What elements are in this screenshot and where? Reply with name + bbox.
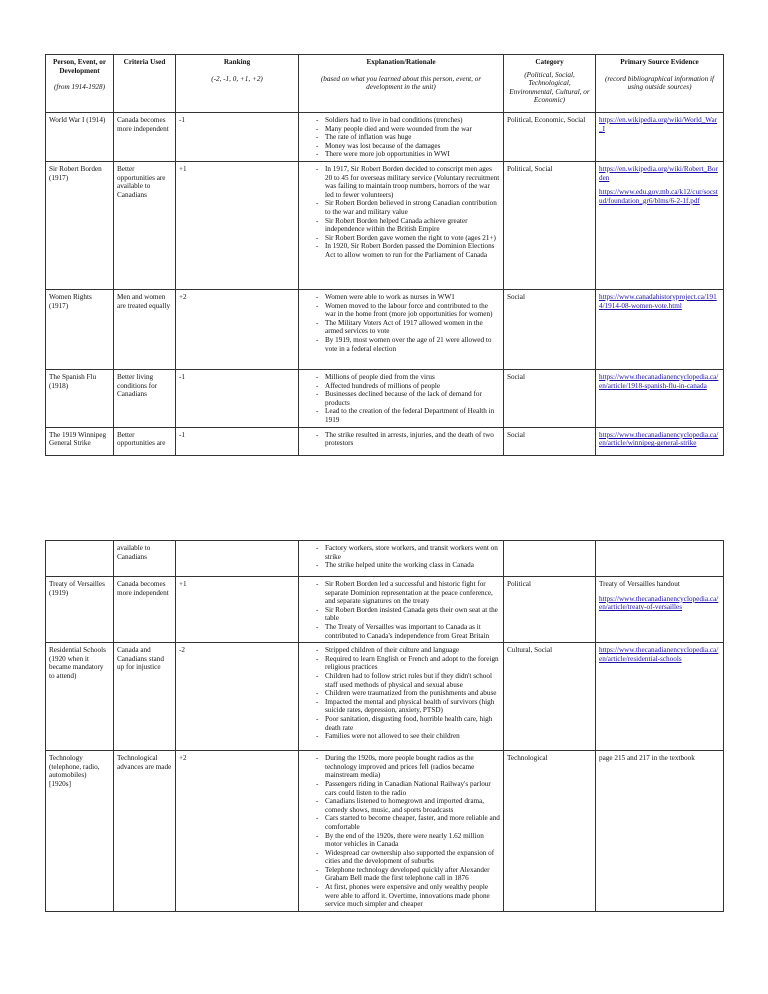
source-link[interactable]: https://en.wikipedia.org/wiki/Robert_Borden [599,164,718,182]
source-cell [596,427,724,455]
list-item: - Cars started to become cheaper, faster, and more reliable and comfortable [316,814,500,831]
source-cell [596,369,724,427]
list-item: - Sir Robert Borden helped Canada achieve greater independence within the British Empire [316,217,500,234]
table-row [46,643,724,751]
category-cell: Social [504,289,596,369]
source-link[interactable]: https://www.thecanadianencyclopedia.ca/en/article/residential-schools [599,646,719,663]
table-row [46,161,724,289]
events-table-page-2 [45,540,724,912]
explanation-cell [299,541,504,577]
header-ranking: Ranking (-2, -1, 0, +1, +2) [176,55,299,113]
list-item: - By the end of the 1920s, there were nearly 1.62 million motor vehicles in Canada [316,832,500,849]
ranking-cell: -2 [176,643,299,751]
event-cell: The Spanish Flu (1918) [46,369,114,427]
source-note: page 215 and 217 in the textbook [599,754,695,763]
list-item: - Sir Robert Borden led a successful and historic fight for separate Dominion representation at the peace conference, and separate signatures on the treaty [316,580,500,606]
list-item: - At first, phones were expensive and only wealthy people were able to afford it. Overtime, innovations made phone service much simpler and cheaper [316,883,500,909]
event-cell: Treaty of Versailles (1919) [46,577,114,643]
event-cell [46,541,114,577]
list-item: - Women moved to the labour force and contributed to the war in the home front (more job opportunities for women) [316,302,500,319]
list-item: - Women were able to work as nurses in WW1 [316,293,500,302]
ranking-cell: +1 [176,577,299,643]
list-item: - By 1919, most women over the age of 21 were allowed to vote in a federal election [316,336,500,353]
category-cell: Political, Social [504,161,596,289]
explanation-cell [299,289,504,369]
category-cell: Technological [504,751,596,912]
explanation-list [302,293,500,353]
ranking-cell: -1 [176,369,299,427]
criteria-cell: Technological advances are made [114,751,176,912]
criteria-cell: Better opportunities are available to Canadians [114,161,176,289]
list-item: - Required to learn English or French and adopt to the foreign religious practices [316,655,500,672]
list-item: - Canadians listened to homegrown and imported drama, comedy shows, music, and sports broadcasts [316,797,500,814]
source-cell [596,751,724,912]
event-cell: The 1919 Winnipeg General Strike [46,427,114,455]
events-table-page-1 [45,54,724,456]
source-cell [596,289,724,369]
criteria-cell: Canada becomes more independent [114,113,176,162]
criteria-cell: available to Canadians [114,541,176,577]
explanation-list [302,431,500,448]
header-category: Category (Political, Social, Technological, Environmental, Cultural, or Economic) [504,55,596,113]
explanation-list [302,754,500,909]
list-item: - Families were not allowed to see their children [316,732,500,741]
list-item: - Affected hundreds of millions of people [316,382,500,391]
ranking-cell: -1 [176,427,299,455]
header-event: Person, Event, or Development (from 1914-1928) [46,55,114,113]
source-cell [596,113,724,162]
list-item: - Stripped children of their culture and language [316,646,500,655]
source-link[interactable]: https://www.edu.gov.mb.ca/k12/cur/socstud/foundation_gr6/blms/6-2-1f.pdf [599,188,718,205]
table-row [46,541,724,577]
list-item: - Businesses declined because of the lack of demand for products [316,390,500,407]
header-row [46,55,724,113]
list-item: - Children were traumatized from the punishments and abuse [316,689,500,698]
category-cell: Political [504,577,596,643]
explanation-list [302,580,500,640]
list-item: - The rate of inflation was huge [316,133,500,142]
header-criteria: Criteria Used [114,55,176,113]
explanation-list [302,646,500,741]
explanation-list [302,116,500,159]
table-row [46,427,724,455]
ranking-cell: +2 [176,751,299,912]
list-item: - In 1920, Sir Robert Borden passed the Dominion Elections Act to allow women to run for the Parliament of Canada [316,242,500,259]
header-explanation: Explanation/Rationale (based on what you learned about this person, event, or development in the unit) [299,55,504,113]
list-item: - Millions of people died from the virus [316,373,500,382]
explanation-cell [299,427,504,455]
category-cell: Cultural, Social [504,643,596,751]
explanation-list [302,165,500,260]
table-row [46,113,724,162]
source-link[interactable]: https://www.thecanadianencyclopedia.ca/en/article/1918-spanish-flu-in-canada [599,372,719,390]
list-item: - The Military Voters Act of 1917 allowed women in the armed services to vote [316,319,500,336]
source-note: Treaty of Versailles handout [599,580,680,588]
table-row [46,577,724,643]
source-link[interactable]: https://www.canadahistoryproject.ca/1914/1914-08-women-vote.html [599,292,717,310]
criteria-cell: Men and women are treated equally [114,289,176,369]
criteria-cell: Better opportunities are [114,427,176,455]
explanation-cell [299,577,504,643]
criteria-cell: Better living conditions for Canadians [114,369,176,427]
list-item: - Factory workers, store workers, and transit workers went on strike [316,544,500,561]
ranking-cell: +1 [176,161,299,289]
list-item: - The Treaty of Versailles was important to Canada as it contributed to Canada's independence from Great Britain [316,623,500,640]
list-item: - Many people died and were wounded from the war [316,125,500,134]
list-item: - Impacted the mental and physical health of survivors (high suicide rates, depression, anxiety, PTSD) [316,698,500,715]
event-cell: Residential Schools (1920 when it became mandatory to attend) [46,643,114,751]
ranking-cell: +2 [176,289,299,369]
table-row [46,289,724,369]
list-item: - Lead to the creation of the federal Department of Health in 1919 [316,407,500,424]
category-cell [504,541,596,577]
list-item: - Telephone technology developed quickly after Alexander Graham Bell made the first telephone call in 1876 [316,866,500,883]
criteria-cell: Canada and Canadians stand up for injustice [114,643,176,751]
event-cell: Technology (telephone, radio, automobiles) [1920s] [46,751,114,912]
explanation-cell [299,161,504,289]
list-item: - During the 1920s, more people bought radios as the technology improved and prices fell (radios became mainstream media) [316,754,500,780]
source-cell [596,643,724,751]
event-cell: Sir Robert Borden (1917) [46,161,114,289]
list-item: - Soldiers had to live in bad conditions (trenches) [316,116,500,125]
table-row [46,369,724,427]
ranking-cell [176,541,299,577]
explanation-cell [299,751,504,912]
list-item: - Money was lost because of the damages [316,142,500,151]
category-cell: Social [504,369,596,427]
source-cell [596,577,724,643]
event-cell: World War I (1914) [46,113,114,162]
source-link[interactable]: https://www.thecanadianencyclopedia.ca/en/article/treaty-of-versailles [599,594,719,612]
list-item: - Poor sanitation, disgusting food, horrible health care, high death rate [316,715,500,732]
list-item: - Passengers riding in Canadian National Railway's parlour cars could listen to the radio [316,780,500,797]
list-item: - The strike helped unite the working class in Canada [316,561,500,570]
source-link[interactable]: https://en.wikipedia.org/wiki/World_War_I [599,116,718,133]
category-cell: Political, Economic, Social [504,113,596,162]
explanation-list [302,373,500,425]
source-link[interactable]: https://www.thecanadianencyclopedia.ca/en/article/winnipeg-general-strike [599,430,719,448]
explanation-cell [299,643,504,751]
list-item: - Sir Robert Borden insisted Canada gets their own seat at the table [316,606,500,623]
source-cell [596,541,724,577]
list-item: - In 1917, Sir Robert Borden decided to conscript men ages 20 to 45 for overseas military service (Voluntary recruitment was failing to maintain troop numbers, horrors of the war led to fewer volunteers) [316,165,500,199]
list-item: - The strike resulted in arrests, injuries, and the death of two protestors [316,431,500,448]
ranking-cell: -1 [176,113,299,162]
criteria-cell: Canada becomes more independent [114,577,176,643]
list-item: - Sir Robert Borden believed in strong Canadian contribution to the war and military value [316,199,500,216]
source-cell [596,161,724,289]
explanation-cell [299,369,504,427]
category-cell: Social [504,427,596,455]
explanation-list [302,544,500,570]
event-cell: Women Rights (1917) [46,289,114,369]
list-item: - Widespread car ownership also supported the expansion of cities and the development of suburbs [316,849,500,866]
list-item: - There were more job opportunities in WWI [316,150,500,159]
explanation-cell [299,113,504,162]
list-item: - Sir Robert Borden gave women the right to vote (ages 21+) [316,234,500,243]
list-item: - Children had to follow strict rules but if they didn't school staff used methods of physical and sexual abuse [316,672,500,689]
header-source: Primary Source Evidence (record bibliographical information if using outside sources) [596,55,724,113]
table-row [46,751,724,912]
